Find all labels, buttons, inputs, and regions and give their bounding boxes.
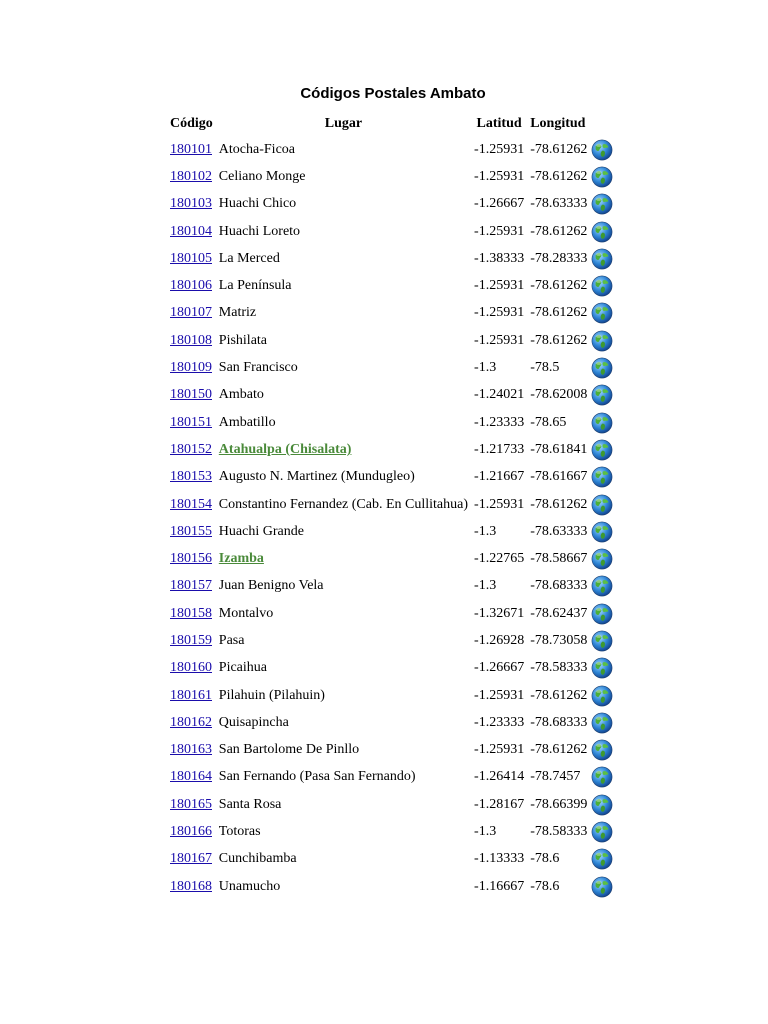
header-code: Código (170, 116, 213, 131)
longitude-cell: -78.63333 (530, 196, 588, 212)
latitude-cell: -1.25931 (474, 168, 525, 184)
map-cell (590, 737, 620, 764)
latitude-cell: -1.25931 (474, 141, 525, 157)
map-cell (590, 518, 620, 545)
globe-icon[interactable] (591, 466, 613, 488)
place-cell (216, 791, 471, 818)
postal-code-link[interactable]: 180157 (170, 578, 212, 594)
table-row (167, 327, 620, 354)
map-cell (590, 627, 620, 654)
globe-icon[interactable] (591, 330, 613, 352)
code-cell (167, 545, 216, 572)
code-cell (167, 327, 216, 354)
latitude-cell: -1.23333 (474, 414, 525, 430)
place-name: Huachi Loreto (218, 223, 301, 239)
latitude-cell: -1.3 (474, 578, 497, 594)
longitude-cell: -78.61262 (530, 168, 588, 184)
place-name: Picaihua (218, 660, 268, 676)
globe-icon[interactable] (591, 193, 613, 215)
table-row (167, 300, 620, 327)
postal-code-link[interactable]: 180104 (170, 223, 212, 239)
map-cell (590, 818, 620, 845)
code-cell (167, 873, 216, 900)
page-title: Códigos Postales Ambato (300, 85, 486, 102)
map-cell (590, 218, 620, 245)
code-cell (167, 163, 216, 190)
map-cell (590, 545, 620, 572)
latitude-cell: -1.3 (474, 360, 497, 376)
header-map (590, 112, 620, 136)
place-link[interactable]: Izamba (218, 551, 264, 567)
latitude-cell: -1.32671 (474, 605, 525, 621)
longitude-cell: -78.5 (530, 360, 560, 376)
place-cell (216, 191, 471, 218)
globe-icon[interactable] (591, 166, 613, 188)
place-name: Montalvo (218, 605, 274, 621)
code-cell (167, 191, 216, 218)
map-cell (590, 573, 620, 600)
place-cell (216, 272, 471, 299)
map-cell (590, 846, 620, 873)
header-longitude: Longitud (530, 116, 586, 131)
latitude-cell: -1.22765 (474, 551, 525, 567)
code-cell (167, 300, 216, 327)
table-row (167, 464, 620, 491)
longitude-cell: -78.61262 (530, 223, 588, 239)
longitude-cell: -78.73058 (530, 632, 588, 648)
place-name: Cunchibamba (218, 851, 297, 867)
place-cell (216, 300, 471, 327)
longitude-cell: -78.7457 (530, 769, 581, 785)
place-name: Quisapincha (218, 714, 289, 730)
longitude-cell: -78.28333 (530, 250, 588, 266)
longitude-cell: -78.58333 (530, 660, 588, 676)
globe-icon[interactable] (591, 821, 613, 843)
globe-icon[interactable] (591, 739, 613, 761)
code-cell (167, 737, 216, 764)
place-name: Unamucho (218, 878, 281, 894)
longitude-cell: -78.61841 (530, 441, 588, 457)
longitude-cell: -78.63333 (530, 523, 588, 539)
table-row (167, 545, 620, 572)
longitude-cell: -78.68333 (530, 578, 588, 594)
globe-icon[interactable] (591, 575, 613, 597)
table-header-row (167, 112, 620, 136)
postal-code-link[interactable]: 180102 (170, 168, 212, 184)
postal-code-link[interactable]: 180161 (170, 687, 212, 703)
latitude-cell: -1.26667 (474, 660, 525, 676)
table-row (167, 627, 620, 654)
place-name: Pilahuin (Pilahuin) (218, 687, 325, 703)
postal-code-link[interactable]: 180160 (170, 660, 212, 676)
table-row (167, 709, 620, 736)
place-name: Huachi Chico (218, 196, 297, 212)
code-cell (167, 272, 216, 299)
globe-icon[interactable] (591, 494, 613, 516)
globe-icon[interactable] (591, 630, 613, 652)
longitude-cell: -78.61262 (530, 687, 588, 703)
map-cell (590, 354, 620, 381)
code-cell (167, 573, 216, 600)
table-body (167, 136, 620, 900)
place-cell (216, 409, 471, 436)
postal-code-link[interactable]: 180105 (170, 250, 212, 266)
table-row (167, 245, 620, 272)
postal-code-link[interactable]: 180153 (170, 469, 212, 485)
code-cell (167, 436, 216, 463)
latitude-cell: -1.23333 (474, 714, 525, 730)
latitude-cell: -1.25931 (474, 223, 525, 239)
place-cell (216, 327, 471, 354)
latitude-cell: -1.24021 (474, 387, 525, 403)
code-cell (167, 518, 216, 545)
code-cell (167, 464, 216, 491)
longitude-cell: -78.61262 (530, 141, 588, 157)
header-place: Lugar (324, 116, 363, 131)
code-cell (167, 682, 216, 709)
header-latitude: Latitud (476, 116, 522, 131)
place-cell (216, 491, 471, 518)
globe-icon[interactable] (591, 384, 613, 406)
code-cell (167, 600, 216, 627)
place-cell (216, 382, 471, 409)
postal-code-link[interactable]: 180158 (170, 605, 212, 621)
latitude-cell: -1.16667 (474, 878, 525, 894)
table-row (167, 191, 620, 218)
latitude-cell: -1.21667 (474, 469, 525, 485)
postal-codes-table (167, 112, 620, 900)
code-cell (167, 764, 216, 791)
place-name: San Bartolome De Pinllo (218, 742, 360, 758)
code-cell (167, 709, 216, 736)
table-row (167, 218, 620, 245)
longitude-cell: -78.58333 (530, 824, 588, 840)
place-cell (216, 818, 471, 845)
place-cell (216, 218, 471, 245)
table-row (167, 818, 620, 845)
code-cell (167, 846, 216, 873)
map-cell (590, 600, 620, 627)
globe-icon[interactable] (591, 876, 613, 898)
map-cell (590, 136, 620, 163)
longitude-cell: -78.62437 (530, 605, 588, 621)
place-cell (216, 737, 471, 764)
code-cell (167, 409, 216, 436)
longitude-cell: -78.62008 (530, 387, 588, 403)
map-cell (590, 272, 620, 299)
latitude-cell: -1.21733 (474, 441, 525, 457)
table-row (167, 682, 620, 709)
longitude-cell: -78.61262 (530, 496, 588, 512)
place-cell (216, 627, 471, 654)
postal-code-link[interactable]: 180165 (170, 796, 212, 812)
table-row (167, 163, 620, 190)
code-cell (167, 354, 216, 381)
globe-icon[interactable] (591, 221, 613, 243)
latitude-cell: -1.25931 (474, 742, 525, 758)
place-cell (216, 846, 471, 873)
place-cell (216, 545, 471, 572)
place-name: Atocha-Ficoa (218, 141, 295, 157)
longitude-cell: -78.61262 (530, 305, 588, 321)
table-row (167, 573, 620, 600)
globe-icon[interactable] (591, 712, 613, 734)
place-cell (216, 655, 471, 682)
longitude-cell: -78.68333 (530, 714, 588, 730)
code-cell (167, 245, 216, 272)
globe-icon[interactable] (591, 548, 613, 570)
table-row (167, 737, 620, 764)
map-cell (590, 873, 620, 900)
longitude-cell: -78.58667 (530, 551, 588, 567)
place-cell (216, 873, 471, 900)
longitude-cell: -78.6 (530, 851, 560, 867)
postal-code-link[interactable]: 180103 (170, 196, 212, 212)
latitude-cell: -1.13333 (474, 851, 525, 867)
place-name: Celiano Monge (218, 168, 306, 184)
longitude-cell: -78.61262 (530, 278, 588, 294)
latitude-cell: -1.3 (474, 523, 497, 539)
place-cell (216, 464, 471, 491)
globe-icon[interactable] (591, 439, 613, 461)
postal-code-link[interactable]: 180155 (170, 523, 212, 539)
latitude-cell: -1.26414 (474, 769, 525, 785)
code-cell (167, 818, 216, 845)
map-cell (590, 436, 620, 463)
map-cell (590, 382, 620, 409)
place-cell (216, 709, 471, 736)
place-name: Santa Rosa (218, 796, 282, 812)
globe-icon[interactable] (591, 794, 613, 816)
postal-code-link[interactable]: 180101 (170, 141, 212, 157)
place-cell (216, 436, 471, 463)
code-cell (167, 218, 216, 245)
table-row (167, 354, 620, 381)
postal-code-link[interactable]: 180168 (170, 878, 212, 894)
place-name: Huachi Grande (218, 523, 304, 539)
latitude-cell: -1.38333 (474, 250, 525, 266)
latitude-cell: -1.25931 (474, 496, 525, 512)
table-row (167, 791, 620, 818)
postal-code-link[interactable]: 180154 (170, 496, 212, 512)
table-row (167, 382, 620, 409)
longitude-cell: -78.66399 (530, 796, 588, 812)
latitude-cell: -1.3 (474, 824, 497, 840)
table-row (167, 764, 620, 791)
globe-icon[interactable] (591, 848, 613, 870)
place-name: San Francisco (218, 360, 298, 376)
map-cell (590, 682, 620, 709)
place-cell (216, 600, 471, 627)
place-name: Augusto N. Martinez (Mundugleo) (218, 469, 415, 485)
postal-code-link[interactable]: 180164 (170, 769, 212, 785)
postal-code-link[interactable]: 180163 (170, 742, 212, 758)
code-cell (167, 136, 216, 163)
latitude-cell: -1.26667 (474, 196, 525, 212)
table-row (167, 491, 620, 518)
table-row (167, 518, 620, 545)
postal-code-link[interactable]: 180106 (170, 278, 212, 294)
longitude-cell: -78.61667 (530, 469, 588, 485)
latitude-cell: -1.25931 (474, 278, 525, 294)
place-name: Constantino Fernandez (Cab. En Cullitahua) (218, 496, 469, 512)
postal-code-link[interactable]: 180150 (170, 387, 212, 403)
place-name: Juan Benigno Vela (218, 578, 324, 594)
longitude-cell: -78.65 (530, 414, 567, 430)
place-cell (216, 518, 471, 545)
map-cell (590, 163, 620, 190)
globe-icon[interactable] (591, 603, 613, 625)
map-cell (590, 709, 620, 736)
map-cell (590, 791, 620, 818)
table-row (167, 272, 620, 299)
place-link[interactable]: Atahualpa (Chisalata) (218, 441, 352, 457)
place-cell (216, 764, 471, 791)
globe-icon[interactable] (591, 357, 613, 379)
globe-icon[interactable] (591, 412, 613, 434)
place-name: Ambato (218, 387, 264, 403)
place-name: Totoras (218, 824, 261, 840)
place-cell (216, 136, 471, 163)
postal-code-link[interactable]: 180167 (170, 851, 212, 867)
code-cell (167, 627, 216, 654)
longitude-cell: -78.61262 (530, 742, 588, 758)
postal-code-link[interactable]: 180151 (170, 414, 212, 430)
globe-icon[interactable] (591, 685, 613, 707)
table-row (167, 409, 620, 436)
postal-code-link[interactable]: 180108 (170, 332, 212, 348)
latitude-cell: -1.25931 (474, 687, 525, 703)
table-row (167, 436, 620, 463)
latitude-cell: -1.25931 (474, 332, 525, 348)
map-cell (590, 764, 620, 791)
code-cell (167, 491, 216, 518)
code-cell (167, 382, 216, 409)
latitude-cell: -1.25931 (474, 305, 525, 321)
longitude-cell: -78.6 (530, 878, 560, 894)
globe-icon[interactable] (591, 248, 613, 270)
table-row (167, 136, 620, 163)
postal-code-link[interactable]: 180109 (170, 360, 212, 376)
postal-code-link[interactable]: 180107 (170, 305, 212, 321)
longitude-cell: -78.61262 (530, 332, 588, 348)
postal-code-link[interactable]: 180156 (170, 551, 212, 567)
globe-icon[interactable] (591, 657, 613, 679)
place-cell (216, 163, 471, 190)
place-name: Pishilata (218, 332, 268, 348)
latitude-cell: -1.28167 (474, 796, 525, 812)
globe-icon[interactable] (591, 275, 613, 297)
map-cell (590, 191, 620, 218)
table-row (167, 846, 620, 873)
table-row (167, 600, 620, 627)
map-cell (590, 464, 620, 491)
code-cell (167, 655, 216, 682)
map-cell (590, 327, 620, 354)
place-name: Pasa (218, 632, 245, 648)
map-cell (590, 245, 620, 272)
place-cell (216, 573, 471, 600)
postal-code-link[interactable]: 180159 (170, 632, 212, 648)
map-cell (590, 491, 620, 518)
globe-icon[interactable] (591, 302, 613, 324)
globe-icon[interactable] (591, 139, 613, 161)
place-name: Ambatillo (218, 414, 276, 430)
postal-code-link[interactable]: 180152 (170, 441, 212, 457)
place-name: La Península (218, 278, 292, 294)
globe-icon[interactable] (591, 521, 613, 543)
latitude-cell: -1.26928 (474, 632, 525, 648)
place-name: Matriz (218, 305, 257, 321)
map-cell (590, 409, 620, 436)
table-row (167, 873, 620, 900)
map-cell (590, 300, 620, 327)
table-row (167, 655, 620, 682)
postal-code-link[interactable]: 180166 (170, 824, 212, 840)
code-cell (167, 791, 216, 818)
globe-icon[interactable] (591, 766, 613, 788)
place-cell (216, 245, 471, 272)
place-cell (216, 354, 471, 381)
postal-code-link[interactable]: 180162 (170, 714, 212, 730)
place-cell (216, 682, 471, 709)
place-name: La Merced (218, 250, 280, 266)
map-cell (590, 655, 620, 682)
place-name: San Fernando (Pasa San Fernando) (218, 769, 416, 785)
